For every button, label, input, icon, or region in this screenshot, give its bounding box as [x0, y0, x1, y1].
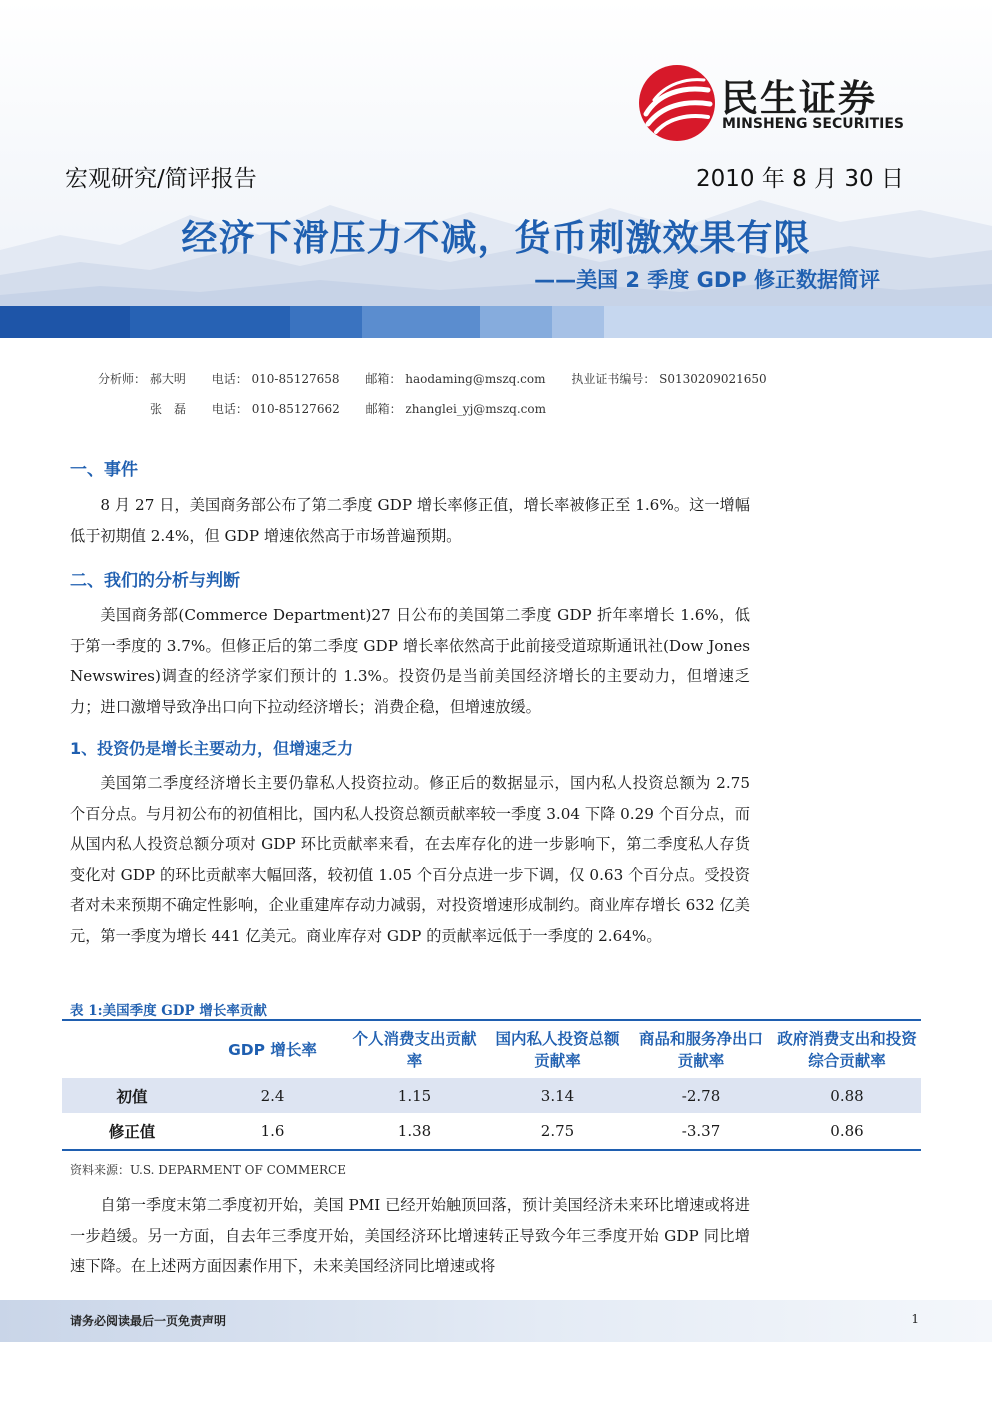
paragraph-analysis: 美国商务部(Commerce Department)27 日公布的美国第二季度 GDP 折年率增长 1.6%，低于第一季度的 3.7%。但修正后的第二季度 GDP 增长率依然高于此前接受道琼斯通讯社(Dow Jones Newswires)调查的经济学家们预计的 1.3%。投资仍是当前美国经济增长的主要动力，但增速乏力；进口激增导致净出口向下拉动经济增长；消费企稳，但增速放缓。 — [70, 606, 750, 716]
paragraph-outlook: 自第一季度末第二季度初开始，美国 PMI 已经开始触顶回落，预计美国经济未来环比增速或将进一步趋缓。另一方面，自去年三季度开始，美国经济环比增速转正导致今年三季度开始 GDP 同比增速下降。在上述两方面因素作用下，未来美国经济同比增速或将 — [70, 1196, 750, 1275]
table-source: 资料来源：U.S. DEPARMENT OF COMMERCE — [70, 1163, 346, 1177]
phone-label: 电话： — [211, 372, 248, 386]
table-cell: 0.88 — [773, 1078, 921, 1113]
table-header-cell: 政府消费支出和投资综合贡献率 — [777, 1029, 917, 1070]
analyst-name: 张 磊 — [150, 402, 187, 416]
brand-logo — [638, 64, 928, 144]
report-type: 宏观研究/简评报告 — [65, 166, 257, 192]
gdp-contribution-table — [62, 1021, 921, 1148]
table-cell: 1.38 — [397, 1121, 432, 1140]
section-heading-investment: 1、投资仍是增长主要动力，但增速乏力 — [70, 739, 354, 758]
table-row-label: 修正值 — [108, 1122, 156, 1141]
report-date: 2010 年 8 月 30 日 — [696, 166, 904, 192]
paragraph-event: 8 月 27 日，美国商务部公布了第二季度 GDP 增长率修正值，增长率被修正至 1.6%。这一增幅低于初期值 2.4%，但 GDP 增速依然高于市场普遍预期。 — [70, 496, 750, 545]
disclaimer-note: 请务必阅读最后一页免责声明 — [70, 1314, 227, 1328]
table-cell: 3.14 — [486, 1078, 629, 1113]
table-cell: 2.75 — [540, 1121, 575, 1140]
table-header-row — [62, 1021, 921, 1078]
paragraph-investment: 美国第二季度经济增长主要仍靠私人投资拉动。修正后的数据显示，国内私人投资总额为 2.75 个百分点。与月初公布的初值相比，国内私人投资总额贡献率较一季度 3.04 下降 0.29 个百分点，而从国内私人投资总额分项对 GDP 环比贡献率来看，在去库存化的进一步影响下，第二季度私人存货变化对 GDP 的环比贡献率大幅回落，较初值 1.05 个百分点进一步下调，仅 0.63 个百分点。受投资者对未来预期不确定性影响，企业重建库存动力减弱，对投资增速形成制约。商业库存增长 632 亿美元，第一季度为增长 441 亿美元。商业库存对 GDP 的贡献率远低于一季度的 2.64%。 — [70, 774, 750, 945]
report-header — [0, 0, 992, 340]
table-cell: 1.15 — [343, 1078, 486, 1113]
cert-label: 执业证书编号： — [571, 372, 656, 386]
table-header-cell — [62, 1021, 202, 1078]
table-header-cell: GDP 增长率 — [228, 1040, 317, 1059]
table-cell: -3.37 — [681, 1121, 721, 1140]
page-footer — [0, 1300, 992, 1342]
report-subtitle: ——美国 2 季度 GDP 修正数据简评 — [534, 268, 880, 292]
table-header-cell: 商品和服务净出口贡献率 — [638, 1029, 763, 1070]
phone-label: 电话： — [211, 402, 248, 416]
section-heading-analysis: 二、我们的分析与判断 — [70, 571, 240, 591]
report-title: 经济下滑压力不减，货币刺激效果有限 — [181, 218, 811, 259]
analyst-cert: S0130209021650 — [659, 372, 767, 386]
section-heading-event: 一、事件 — [70, 460, 138, 480]
analyst-label: 分析师： — [98, 372, 147, 386]
brand-name-cn: 民生证券 — [721, 77, 877, 120]
table-row — [62, 1113, 921, 1148]
table-caption: 表 1:美国季度 GDP 增长率贡献 — [70, 1003, 267, 1019]
table-row — [62, 1078, 921, 1113]
email-label: 邮箱： — [365, 402, 402, 416]
table-cell: -2.78 — [629, 1078, 773, 1113]
analyst-phone: 010-85127658 — [251, 372, 340, 386]
header-color-band — [0, 306, 992, 338]
analyst-row — [150, 400, 546, 417]
analyst-row — [98, 370, 767, 387]
analyst-email[interactable]: haodaming@mszq.com — [405, 372, 546, 386]
page-number: 1 — [911, 1312, 919, 1326]
table-header-cell: 个人消费支出贡献率 — [352, 1029, 477, 1070]
table-row-label: 初值 — [62, 1078, 202, 1113]
table-cell: 1.6 — [260, 1121, 285, 1140]
table-bottom-rule — [62, 1149, 921, 1151]
analyst-name: 郝大明 — [149, 372, 186, 386]
analyst-phone: 010-85127662 — [251, 402, 340, 416]
table-header-cell: 国内私人投资总额贡献率 — [495, 1029, 620, 1070]
table-cell: 2.4 — [202, 1078, 343, 1113]
table-cell: 0.86 — [830, 1121, 864, 1140]
email-label: 邮箱： — [365, 372, 402, 386]
brand-name-en: MINSHENG SECURITIES — [722, 116, 904, 132]
analyst-email[interactable]: zhanglei_yj@mszq.com — [405, 402, 546, 416]
minsheng-logo-icon — [638, 64, 716, 142]
